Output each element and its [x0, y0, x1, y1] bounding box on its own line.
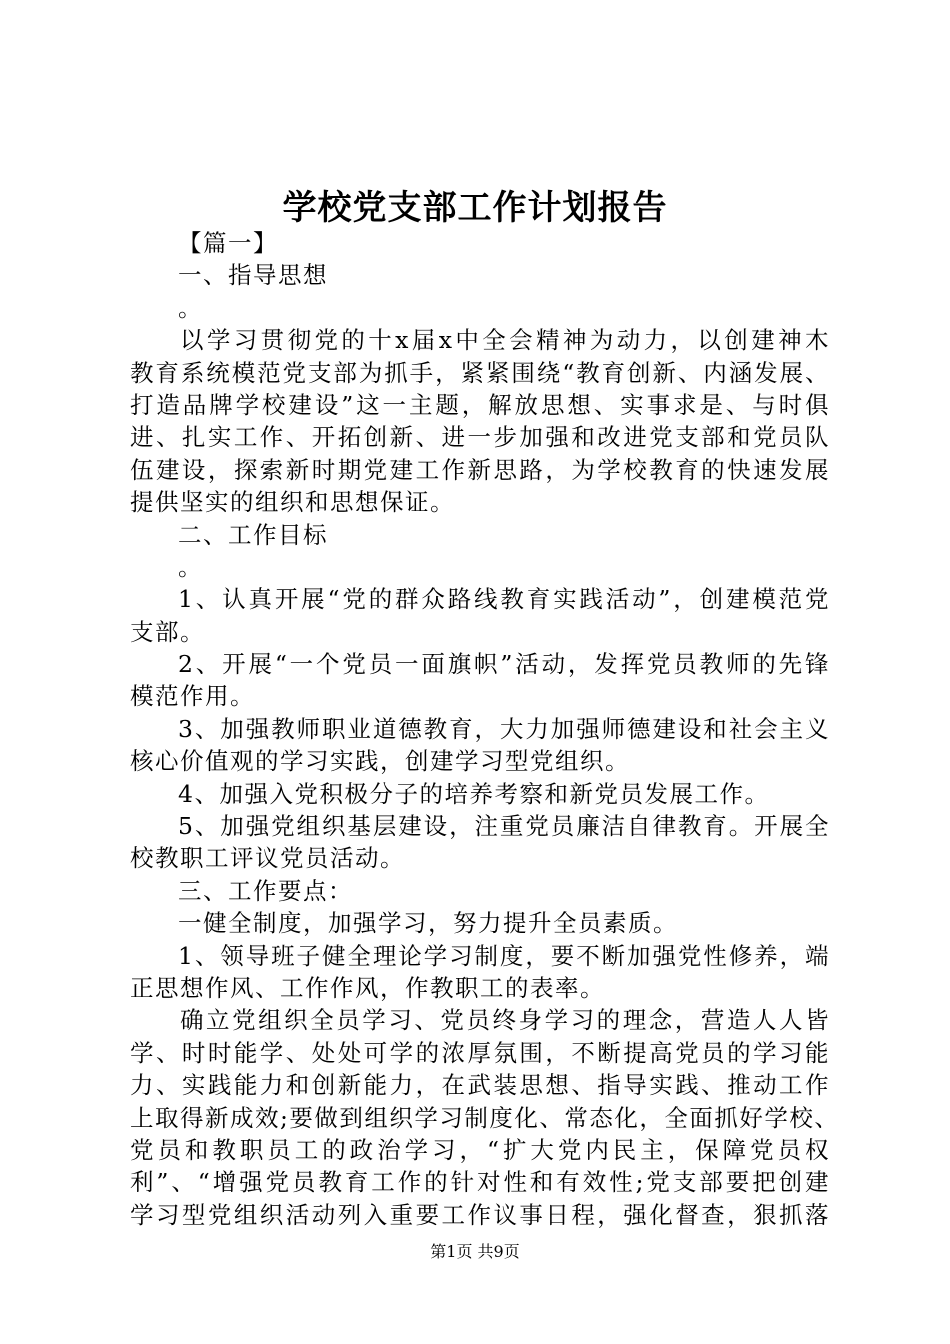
- text-line: 。: [178, 552, 203, 581]
- text-line: 5、加强党组织基层建设，注重党员廉洁自律教育。开展全: [178, 812, 830, 841]
- heading-work-goals: 二、工作目标: [178, 520, 328, 549]
- text-line: 学习型党组织活动列入重要工作议事日程，强化督查，狠抓落: [130, 1200, 830, 1229]
- section-marker: 【篇一】: [178, 229, 278, 257]
- text-line: 确立党组织全员学习、党员终身学习的理念，营造人人皆: [180, 1006, 830, 1035]
- page-footer: 第1页 共9页: [430, 1242, 520, 1261]
- document-body: [130, 227, 840, 1231]
- text-line: 1、领导班子健全理论学习制度，要不断加强党性修养，端: [178, 941, 830, 970]
- text-line: 。: [178, 293, 203, 322]
- text-line: 模范作用。: [130, 682, 255, 711]
- text-line: 一健全制度，加强学习，努力提升全员素质。: [178, 909, 678, 938]
- heading-guiding-thought: 一、指导思想: [178, 261, 328, 290]
- text-line: 党员和教职员工的政治学习，“扩大党内民主，保障党员权: [130, 1135, 830, 1164]
- text-line: 上取得新成效;要做到组织学习制度化、常态化，全面抓好学校、: [130, 1103, 840, 1132]
- heading-work-points: 三、工作要点：: [178, 876, 353, 905]
- document-title: 学校党支部工作计划报告: [282, 188, 668, 228]
- text-line: 2、开展“一个党员一面旗帜”活动，发挥党员教师的先锋: [178, 650, 830, 679]
- text-line: 正思想作风、工作作风，作教职工的表率。: [130, 973, 605, 1002]
- text-line: 打造品牌学校建设”这一主题，解放思想、实事求是、与时俱: [130, 390, 830, 419]
- text-line: 提供坚实的组织和思想保证。: [130, 488, 455, 517]
- text-line: 支部。: [130, 617, 205, 646]
- text-line: 核心价值观的学习实践，创建学习型党组织。: [130, 747, 630, 776]
- text-line: 进、扎实工作、开拓创新、进一步加强和改进党支部和党员队: [130, 423, 830, 452]
- text-line: 教育系统模范党支部为抓手，紧紧围绕“教育创新、内涵发展、: [130, 358, 830, 387]
- text-line: 利”、“增强党员教育工作的针对性和有效性;党支部要把创建: [130, 1168, 830, 1197]
- text-line: 以学习贯彻党的十x届x中全会精神为动力，以创建神木: [180, 326, 830, 355]
- text-line: 校教职工评议党员活动。: [130, 844, 405, 873]
- text-line: 1、认真开展“党的群众路线教育实践活动”，创建模范党: [178, 585, 830, 614]
- text-line: 伍建设，探索新时期党建工作新思路，为学校教育的快速发展: [130, 455, 830, 484]
- text-line: 学、时时能学、处处可学的浓厚氛围，不断提高党员的学习能: [130, 1038, 830, 1067]
- text-line: 4、加强入党积极分子的培养考察和新党员发展工作。: [178, 779, 770, 808]
- text-line: 3、加强教师职业道德教育，大力加强师德建设和社会主义: [178, 714, 830, 743]
- text-line: 力、实践能力和创新能力，在武装思想、指导实践、推动工作: [130, 1071, 830, 1100]
